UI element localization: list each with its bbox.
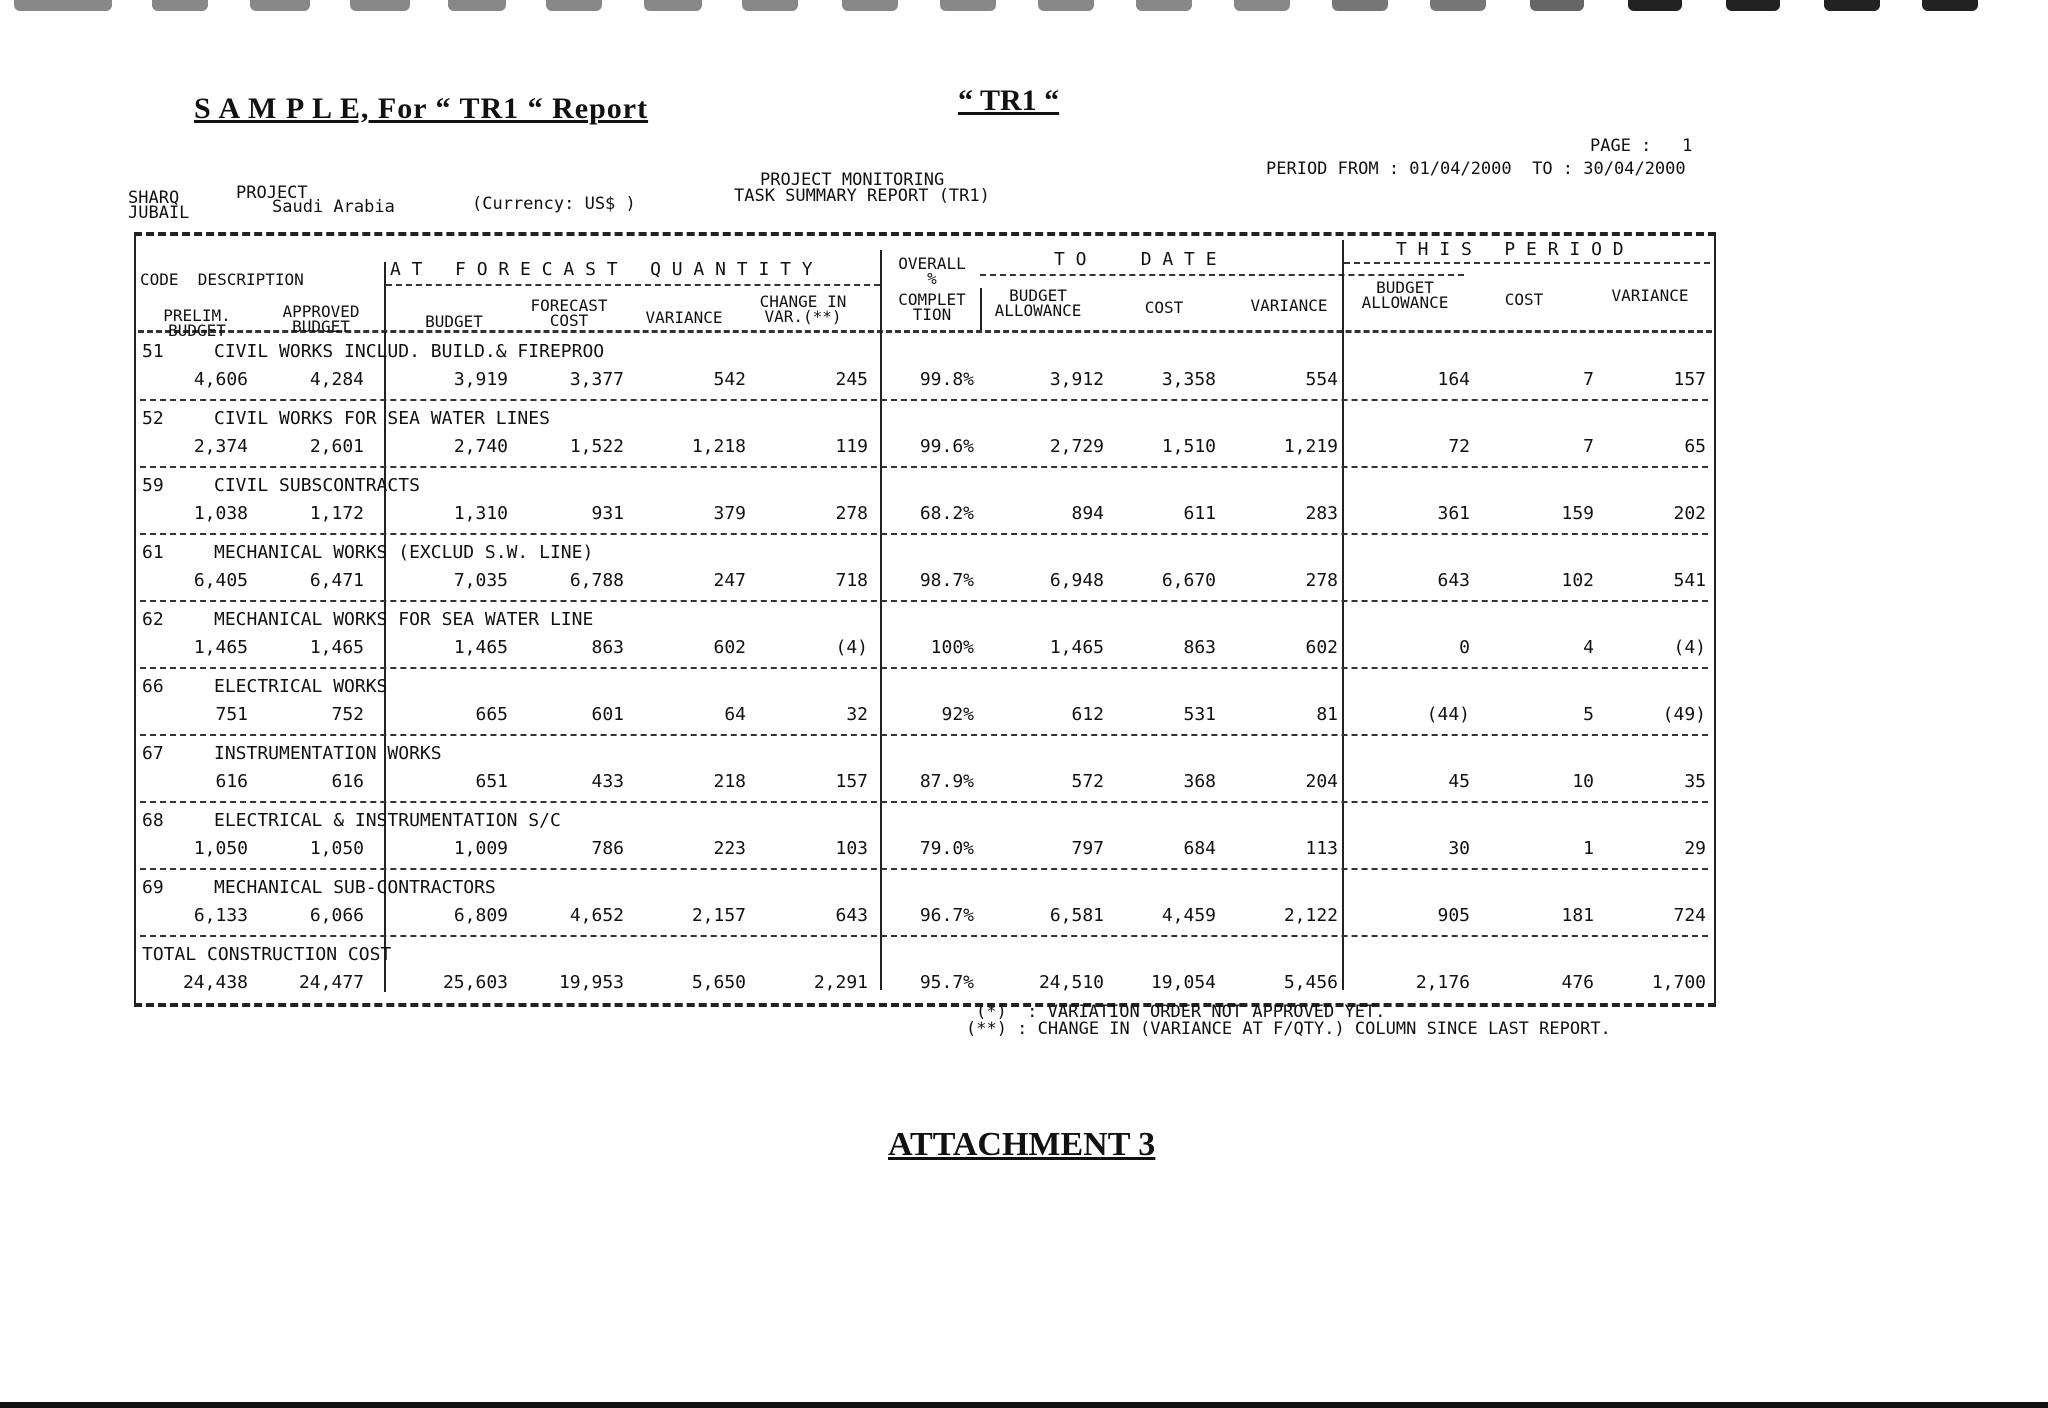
cell-this-period-variance: 202: [1673, 503, 1706, 524]
cell-to-date-cost: 4,459: [1161, 905, 1216, 926]
cell-this-period-variance: (4): [1673, 637, 1706, 658]
cell-change-in-var: 103: [835, 838, 868, 859]
cell-to-date-budget-allowance: 797: [1071, 838, 1104, 859]
cell-budget: 1,009: [453, 838, 508, 859]
col-completion: COMPLET TION: [898, 290, 966, 324]
cell-approved-budget: 6,471: [309, 570, 364, 591]
row-separator: [140, 466, 1708, 468]
cell-to-date-variance: 554: [1305, 369, 1338, 390]
cell-to-date-budget-allowance: 572: [1071, 771, 1104, 792]
cell-prelim-budget: 4,606: [193, 369, 248, 390]
col-change-in-var: CHANGE IN VAR.(**): [759, 292, 847, 326]
cell-completion: 96.7%: [919, 905, 974, 926]
cell-this-period-cost: 181: [1561, 905, 1594, 926]
cell-prelim-budget: 6,405: [193, 570, 248, 591]
cell-to-date-cost: 6,670: [1161, 570, 1216, 591]
cell-completion: 99.6%: [919, 436, 974, 457]
currency-label: (Currency: US$ ): [472, 194, 636, 214]
cell-this-period-budget-allowance: 2,176: [1415, 972, 1470, 993]
col-budget: BUDGET: [425, 312, 483, 331]
cell-this-period-variance: 29: [1684, 838, 1706, 859]
cell-this-period-budget-allowance: 905: [1437, 905, 1470, 926]
cell-change-in-var: 643: [835, 905, 868, 926]
cell-forecast-cost: 786: [591, 838, 624, 859]
cell-this-period-budget-allowance: (44): [1426, 704, 1470, 725]
cell-description: MECHANICAL SUB-CONTRACTORS: [214, 877, 496, 898]
project-label: PROJECT: [236, 183, 308, 203]
cell-forecast-cost: 931: [591, 503, 624, 524]
cell-change-in-var: 157: [835, 771, 868, 792]
cell-change-in-var: 2,291: [813, 972, 868, 993]
cell-to-date-budget-allowance: 6,581: [1049, 905, 1104, 926]
cell-description: CIVIL SUBSCONTRACTS: [214, 475, 420, 496]
cell-budget: 1,465: [453, 637, 508, 658]
row-separator: [140, 868, 1708, 870]
page-bottom-edge: [0, 1402, 2048, 1408]
cell-approved-budget: 2,601: [309, 436, 364, 457]
code-description-header: CODE DESCRIPTION: [140, 270, 304, 289]
col-to-date-variance: VARIANCE: [1250, 296, 1328, 315]
cell-prelim-budget: 1,050: [193, 838, 248, 859]
cell-forecast-cost: 1,522: [569, 436, 624, 457]
cell-this-period-budget-allowance: 361: [1437, 503, 1470, 524]
cell-to-date-variance: 5,456: [1283, 972, 1338, 993]
cell-budget: 7,035: [453, 570, 508, 591]
cell-to-date-cost: 611: [1183, 503, 1216, 524]
row-separator: [140, 935, 1708, 937]
cell-code: 68: [142, 810, 164, 831]
cell-this-period-cost: 159: [1561, 503, 1594, 524]
row-separator: [140, 399, 1708, 401]
cell-to-date-budget-allowance: 24,510: [1038, 972, 1104, 993]
row-separator: [140, 533, 1708, 535]
cell-variance: 379: [713, 503, 746, 524]
cell-this-period-variance: (49): [1662, 704, 1706, 725]
task-summary-table: [134, 232, 1716, 1007]
row-separator: [140, 600, 1708, 602]
cell-code: 62: [142, 609, 164, 630]
cell-change-in-var: (4): [835, 637, 868, 658]
cell-to-date-budget-allowance: 612: [1071, 704, 1104, 725]
cell-variance: 64: [724, 704, 746, 725]
cell-to-date-cost: 19,054: [1150, 972, 1216, 993]
report-title-line-1: PROJECT MONITORING: [760, 170, 945, 190]
cell-completion: 98.7%: [919, 570, 974, 591]
cell-prelim-budget: 616: [215, 771, 248, 792]
company-line-2: JUBAIL: [128, 203, 190, 223]
cell-prelim-budget: 1,465: [193, 637, 248, 658]
col-this-period-budget-allowance: BUDGET ALLOWANCE: [1361, 278, 1449, 312]
cell-this-period-cost: 102: [1561, 570, 1594, 591]
cell-code: 61: [142, 542, 164, 563]
cell-variance: 5,650: [691, 972, 746, 993]
period-range: PERIOD FROM : 01/04/2000 TO : 30/04/2000: [1266, 159, 1686, 179]
col-this-period-variance: VARIANCE: [1611, 286, 1689, 305]
cell-budget: 2,740: [453, 436, 508, 457]
company-line-1: SHARQ: [128, 188, 180, 208]
cell-change-in-var: 245: [835, 369, 868, 390]
cell-this-period-cost: 476: [1561, 972, 1594, 993]
col-variance: VARIANCE: [645, 308, 723, 327]
cell-this-period-cost: 5: [1583, 704, 1594, 725]
col-forecast-cost: FORECAST COST: [530, 296, 608, 330]
cell-prelim-budget: 2,374: [193, 436, 248, 457]
cell-description: TOTAL CONSTRUCTION COST: [142, 944, 392, 965]
report-title-line-2: TASK SUMMARY REPORT (TR1): [734, 186, 990, 206]
cell-completion: 87.9%: [919, 771, 974, 792]
project-value: Saudi Arabia: [272, 197, 395, 217]
cell-completion: 68.2%: [919, 503, 974, 524]
cell-completion: 100%: [930, 637, 974, 658]
tr1-title: “ TR1 “: [958, 84, 1060, 117]
cell-approved-budget: 1,050: [309, 838, 364, 859]
cell-to-date-budget-allowance: 3,912: [1049, 369, 1104, 390]
cell-description: MECHANICAL WORKS FOR SEA WATER LINE: [214, 609, 594, 630]
cell-variance: 1,218: [691, 436, 746, 457]
cell-variance: 223: [713, 838, 746, 859]
cell-this-period-variance: 724: [1673, 905, 1706, 926]
cell-code: 67: [142, 743, 164, 764]
cell-this-period-variance: 157: [1673, 369, 1706, 390]
sample-report-title: S A M P L E, For “ TR1 “ Report: [194, 92, 649, 125]
table-row: [134, 336, 1716, 403]
table-row: [134, 805, 1716, 872]
cell-prelim-budget: 24,438: [182, 972, 248, 993]
cell-to-date-cost: 368: [1183, 771, 1216, 792]
cell-variance: 247: [713, 570, 746, 591]
cell-forecast-cost: 601: [591, 704, 624, 725]
cell-to-date-cost: 531: [1183, 704, 1216, 725]
attachment-label: ATTACHMENT 3: [888, 1126, 1156, 1163]
cell-to-date-budget-allowance: 6,948: [1049, 570, 1104, 591]
footnote-1: (*) : VARIATION ORDER NOT APPROVED YET.: [976, 1002, 1386, 1022]
cell-this-period-cost: 7: [1583, 436, 1594, 457]
cell-approved-budget: 616: [331, 771, 364, 792]
cell-approved-budget: 6,066: [309, 905, 364, 926]
cell-description: ELECTRICAL WORKS: [214, 676, 388, 697]
cell-to-date-variance: 81: [1316, 704, 1338, 725]
cell-this-period-budget-allowance: 72: [1448, 436, 1470, 457]
cell-description: INSTRUMENTATION WORKS: [214, 743, 442, 764]
cell-forecast-cost: 863: [591, 637, 624, 658]
cell-description: CIVIL WORKS FOR SEA WATER LINES: [214, 408, 550, 429]
cell-approved-budget: 752: [331, 704, 364, 725]
footnote-2: (**) : CHANGE IN (VARIANCE AT F/QTY.) COLUMN SINCE LAST REPORT.: [966, 1019, 1611, 1039]
cell-forecast-cost: 4,652: [569, 905, 624, 926]
cell-description: ELECTRICAL & INSTRUMENTATION S/C: [214, 810, 561, 831]
cell-code: 52: [142, 408, 164, 429]
cell-prelim-budget: 1,038: [193, 503, 248, 524]
cell-approved-budget: 1,172: [309, 503, 364, 524]
cell-code: 59: [142, 475, 164, 496]
cell-description: CIVIL WORKS INCLUD. BUILD.& FIREPROO: [214, 341, 605, 362]
table-row: [134, 738, 1716, 805]
cell-completion: 99.8%: [919, 369, 974, 390]
cell-to-date-cost: 1,510: [1161, 436, 1216, 457]
cell-to-date-variance: 602: [1305, 637, 1338, 658]
cell-this-period-budget-allowance: 45: [1448, 771, 1470, 792]
cell-change-in-var: 278: [835, 503, 868, 524]
cell-description: MECHANICAL WORKS (EXCLUD S.W. LINE): [214, 542, 594, 563]
cell-budget: 651: [475, 771, 508, 792]
cell-budget: 6,809: [453, 905, 508, 926]
cell-variance: 2,157: [691, 905, 746, 926]
cell-to-date-variance: 113: [1305, 838, 1338, 859]
cell-to-date-cost: 3,358: [1161, 369, 1216, 390]
cell-to-date-budget-allowance: 1,465: [1049, 637, 1104, 658]
cell-forecast-cost: 6,788: [569, 570, 624, 591]
col-to-date-budget-allowance: BUDGET ALLOWANCE: [994, 286, 1082, 320]
cell-this-period-variance: 541: [1673, 570, 1706, 591]
this-period-header: T H I S P E R I O D: [1396, 239, 1624, 260]
cell-completion: 92%: [941, 704, 974, 725]
forecast-quantity-header: A T F O R E C A S T Q U A N T I T Y: [390, 259, 813, 280]
col-approved-budget: APPROVED BUDGET: [282, 302, 360, 336]
page-number: PAGE : 1: [1590, 136, 1693, 156]
cell-this-period-variance: 1,700: [1651, 972, 1706, 993]
cell-completion: 95.7%: [919, 972, 974, 993]
cell-to-date-budget-allowance: 2,729: [1049, 436, 1104, 457]
cell-completion: 79.0%: [919, 838, 974, 859]
cell-budget: 665: [475, 704, 508, 725]
cell-to-date-variance: 283: [1305, 503, 1338, 524]
total-row: [134, 939, 1716, 1006]
cell-approved-budget: 4,284: [309, 369, 364, 390]
table-row: [134, 470, 1716, 537]
cell-approved-budget: 24,477: [298, 972, 364, 993]
cell-budget: 25,603: [442, 972, 508, 993]
cell-prelim-budget: 751: [215, 704, 248, 725]
cell-code: 69: [142, 877, 164, 898]
cell-this-period-variance: 35: [1684, 771, 1706, 792]
cell-variance: 218: [713, 771, 746, 792]
cell-forecast-cost: 19,953: [558, 972, 624, 993]
table-row: [134, 671, 1716, 738]
row-separator: [140, 734, 1708, 736]
table-row: [134, 604, 1716, 671]
cell-change-in-var: 119: [835, 436, 868, 457]
cell-to-date-cost: 684: [1183, 838, 1216, 859]
cell-budget: 3,919: [453, 369, 508, 390]
cell-this-period-cost: 1: [1583, 838, 1594, 859]
cell-change-in-var: 718: [835, 570, 868, 591]
col-this-period-cost: COST: [1504, 290, 1544, 309]
cell-to-date-variance: 278: [1305, 570, 1338, 591]
cell-this-period-cost: 4: [1583, 637, 1594, 658]
cell-change-in-var: 32: [846, 704, 868, 725]
cell-this-period-budget-allowance: 30: [1448, 838, 1470, 859]
cell-this-period-cost: 7: [1583, 369, 1594, 390]
cell-to-date-cost: 863: [1183, 637, 1216, 658]
row-separator: [140, 667, 1708, 669]
cell-prelim-budget: 6,133: [193, 905, 248, 926]
cell-this-period-cost: 10: [1572, 771, 1594, 792]
cell-budget: 1,310: [453, 503, 508, 524]
cell-forecast-cost: 3,377: [569, 369, 624, 390]
cell-this-period-budget-allowance: 0: [1459, 637, 1470, 658]
cell-to-date-variance: 1,219: [1283, 436, 1338, 457]
cell-forecast-cost: 433: [591, 771, 624, 792]
cell-code: 51: [142, 341, 164, 362]
cell-to-date-budget-allowance: 894: [1071, 503, 1104, 524]
cell-this-period-budget-allowance: 164: [1437, 369, 1470, 390]
overall-header: OVERALL %: [898, 254, 966, 288]
table-row: [134, 537, 1716, 604]
col-prelim-budget: PRELIM. BUDGET: [163, 306, 231, 340]
cell-to-date-variance: 2,122: [1283, 905, 1338, 926]
cell-this-period-variance: 65: [1684, 436, 1706, 457]
cell-variance: 602: [713, 637, 746, 658]
table-row: [134, 403, 1716, 470]
to-date-header: T O D A T E: [1054, 249, 1217, 270]
row-separator: [140, 801, 1708, 803]
cell-approved-budget: 1,465: [309, 637, 364, 658]
cell-to-date-variance: 204: [1305, 771, 1338, 792]
cell-code: 66: [142, 676, 164, 697]
binding-hole-strip: [0, 0, 2048, 16]
cell-this-period-budget-allowance: 643: [1437, 570, 1470, 591]
cell-variance: 542: [713, 369, 746, 390]
col-to-date-cost: COST: [1144, 298, 1184, 317]
table-row: [134, 872, 1716, 939]
